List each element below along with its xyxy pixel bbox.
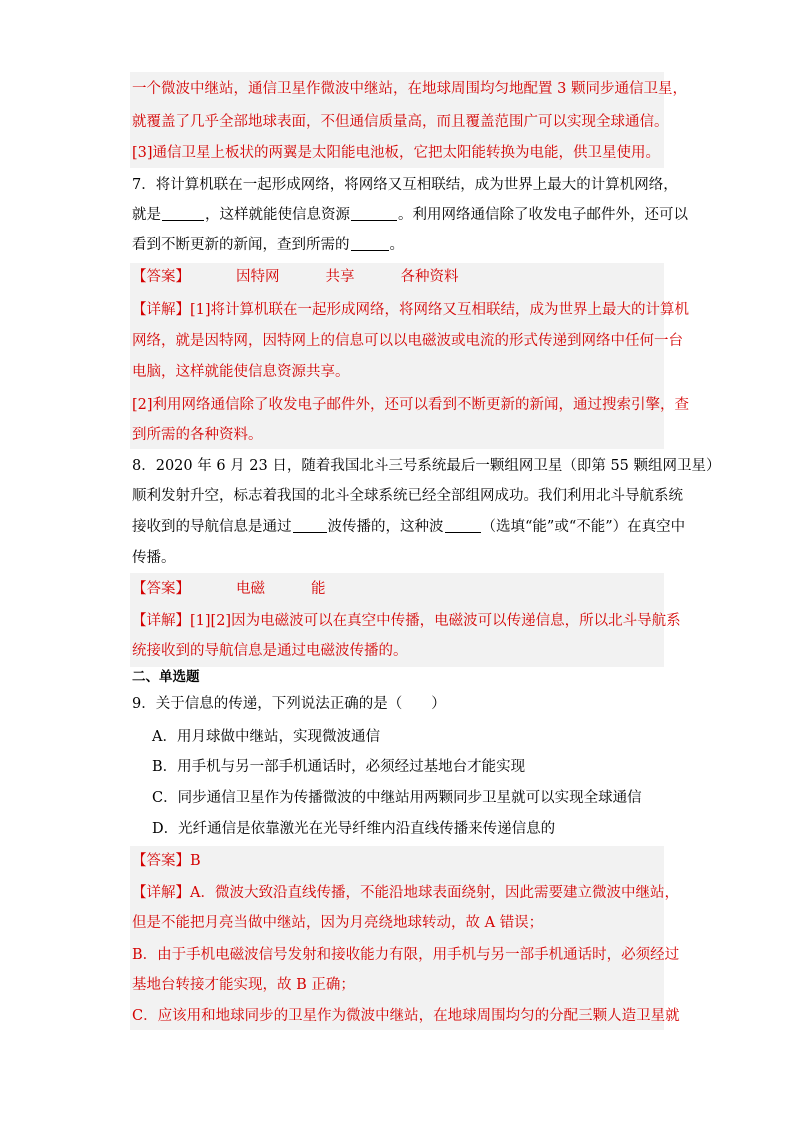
prev-explanation-line: [3]通信卫星上板状的两翼是太阳能电池板，它把太阳能转换为电能，供卫星使用。 [132,145,661,161]
q9-option: B．用手机与另一部手机通话时，必须经过基地台才能实现 [152,759,526,775]
q7-answer-line [132,262,459,292]
q7-detail-line: 网络，就是因特网，因特网上的信息可以以电磁波或电流的形式传递到网络中任何一台 [132,333,683,349]
q7-text: 就是 [132,207,161,223]
q7-detail-line: [2]利用网络通信除了收发电子邮件外，还可以看到不断更新的新闻，通过搜索引擎，查 [132,397,690,413]
q9-detail-line: 基地台转接才能实现，故 B 正确； [132,977,355,993]
q8-detail-line: 统接收到的导航信息是通过电磁波传播的。 [132,643,408,659]
q9-detail-line: 但是不能把月亮当做中继站，因为月亮绕地球转动，故 A 错误； [132,915,544,931]
q7-detail-line: 电脑，这样就能使信息资源共享。 [132,364,350,380]
q9-option: D．光纤通信是依靠激光在光导纤维内沿直线传播来传递信息的 [152,821,556,837]
q8-stem-line [132,512,685,542]
q8-stem-line: 8．2020 年 6 月 23 日，随着我国北斗三号系统最后一颗组网卫星（即第 55 颗组网卫星） [132,458,721,474]
q7-blank-1 [162,206,204,221]
q7-detail-line: 到所需的各种资料。 [132,427,263,443]
answer-tag: 【答案】 [132,853,190,869]
q7-text: 。利用网络通信除了收发电子邮件外，还可以 [398,207,688,223]
q7-stem-line: 7．将计算机联在一起形成网络，将网络又互相联结，成为世界上最大的计算机网络， [132,177,678,193]
answer-value: 各种资料 [400,269,459,285]
q8-blank-1 [293,518,327,533]
answer-value: 因特网 [236,269,280,285]
q7-text: 看到不断更新的新闻，查到所需的 [132,237,350,253]
q8-detail-line [132,606,681,636]
q7-blank-2 [351,206,397,221]
q7-stem-line [132,230,404,260]
answer-value: 共享 [325,269,355,285]
q7-blank-3 [351,236,389,251]
answer-value: 电磁 [236,581,265,597]
q9-option: C．同步通信卫星作为传播微波的中继站用两颗同步卫星就可以实现全球通信 [152,790,642,806]
detail-text: A．微波大致沿直线传播，不能沿地球表面绕射，因此需要建立微波中继站， [190,885,679,901]
q7-text: ，这样就能使信息资源 [205,207,350,223]
q9-option: A．用月球做中继站，实现微波通信 [152,729,380,745]
answer-tag: 【答案】 [132,269,190,285]
answer-value: B [190,853,201,869]
detail-text: [1]将计算机联在一起形成网络，将网络又互相联结，成为世界上最大的计算机 [190,302,690,318]
prev-explanation-line: 一个微波中继站，通信卫星作微波中继站，在地球周围均匀地配置 3 颗同步通信卫星， [132,81,687,97]
q8-stem-line: 顺利发射升空，标志着我国的北斗全球系统已经全部组网成功。我们利用北斗导航系统 [132,488,683,504]
q8-blank-2 [445,518,481,533]
detail-tag: 【详解】 [132,885,190,901]
q7-detail-line [132,295,689,325]
q8-text: 接收到的导航信息是通过 [132,519,292,535]
q9-answer-line [132,846,201,876]
q7-text: 。 [389,237,404,253]
detail-text: [1][2]因为电磁波可以在真空中传播，电磁波可以传递信息，所以北斗导航系 [190,613,681,629]
q9-detail-line [132,878,679,908]
q7-stem-line [132,200,688,230]
prev-explanation-line: 就覆盖了几乎全部地球表面，不但通信质量高，而且覆盖范围广可以实现全球通信。 [132,114,669,130]
q8-answer-line [132,574,326,604]
answer-tag: 【答案】 [132,581,190,597]
detail-tag: 【详解】 [132,302,190,318]
q9-detail-line: C．应该用和地球同步的卫星作为微波中继站，在地球周围均匀的分配三颗人造卫星就 [132,1008,680,1024]
answer-value: 能 [311,581,326,597]
q9-stem: 9．关于信息的传递，下列说法正确的是（ ） [132,696,446,712]
q8-stem-line: 传播。 [132,550,176,566]
q8-text: 波传播的，这种波 [327,519,444,535]
q8-text: （选填“能”或“不能”）在真空中 [481,519,686,535]
section-title: 二、单选题 [132,669,200,685]
detail-tag: 【详解】 [132,613,190,629]
q9-detail-line: B．由于手机电磁波信号发射和接收能力有限，用手机与另一部手机通话时，必须经过 [132,947,680,963]
